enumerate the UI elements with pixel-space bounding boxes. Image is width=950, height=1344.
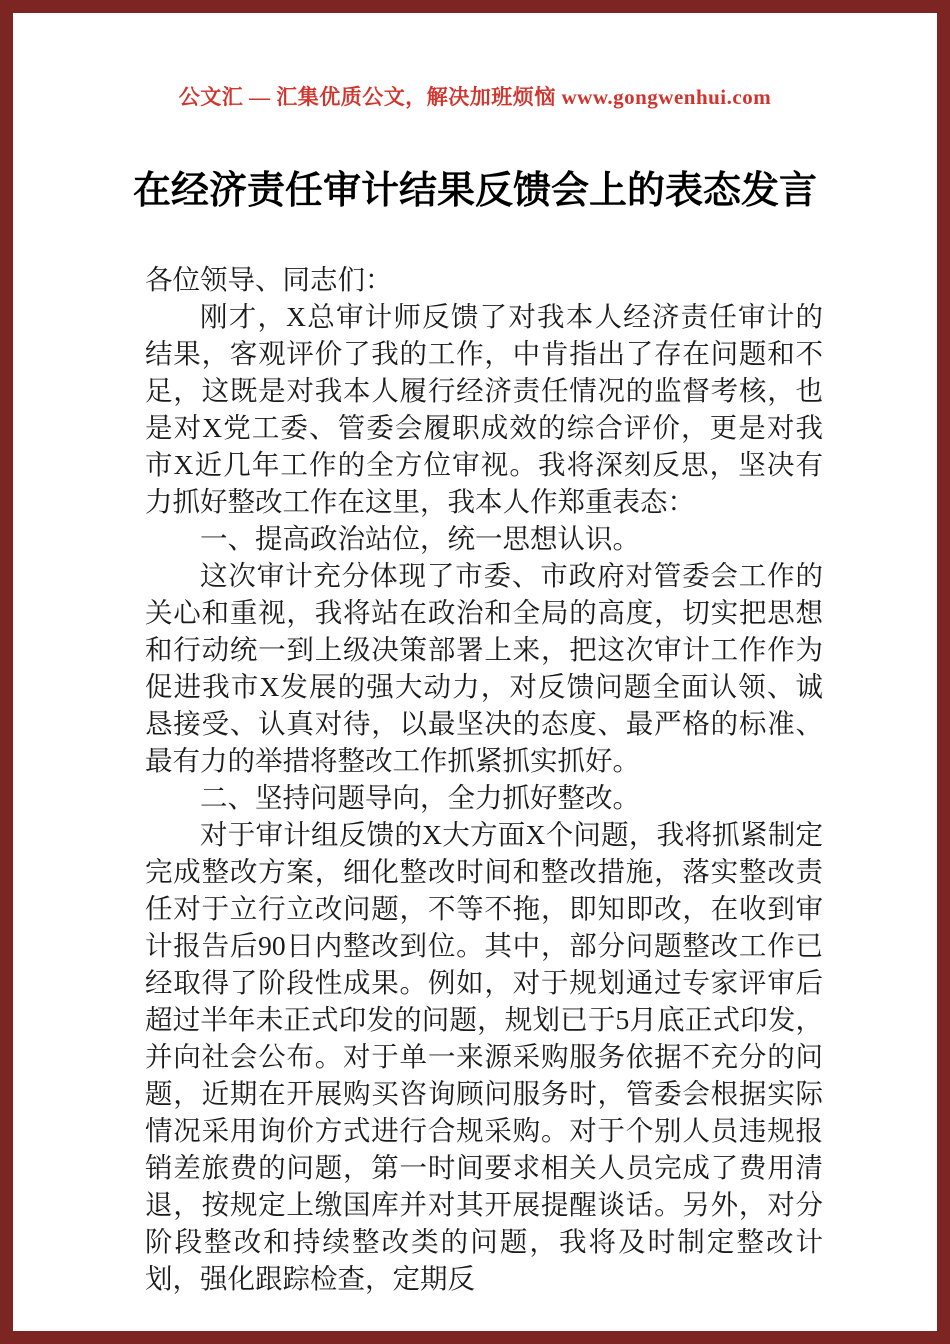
paragraph-section-2: 对于审计组反馈的X大方面X个问题，我将抓紧制定完成整改方案，细化整改时间和整改措施，落实整改责任对于立行立改问题，不等不拖，即知即改，在收到审计报告后90日内整改到位。其中，部分问题整改工作已经取得了阶段性成果。例如，对于规划通过专家评审后超过半年未正式印发的问题，规划已于5月底正式印发，并向社会公布。对于单一来源采购服务依据不充分的问题，近期在开展购买咨询顾问服务时，管委会根据实际情况采用询价方式进行合规采购。对于个别人员违规报销差旅费的问题，第一时间要求相关人员完成了费用清退，按规定上缴国库并对其开展提醒谈话。另外，对分阶段整改和持续整改类的问题，我将及时制定整改计划，强化跟踪检查，定期反	[145, 818, 823, 1294]
document-page	[13, 13, 937, 1331]
paragraph-intro: 刚才，X总审计师反馈了对我本人经济责任审计的结果，客观评价了我的工作，中肯指出了存在问题和不足，这既是对我本人履行经济责任情况的监督考核，也是对X党工委、管委会履职成效的综合评价，更是对我市X近几年工作的全方位审视。我将深刻反思，坚决有力抓好整改工作在这里，我本人作郑重表态：	[145, 300, 823, 517]
document-body	[145, 261, 823, 1297]
paragraph-section-1: 这次审计充分体现了市委、市政府对管委会工作的关心和重视，我将站在政治和全局的高度，切实把思想和行动统一到上级决策部署上来，把这次审计工作作为促进我市X发展的强大动力，对反馈问题全面认领、诚恳接受、认真对待，以最坚决的态度、最严格的标准、最有力的举措将整改工作抓紧抓实抓好。	[145, 559, 823, 776]
site-banner: 公文汇 — 汇集优质公文，解决加班烦恼 www.gongwenhui.com	[178, 85, 772, 109]
section-heading-1: 一、提高政治站位，统一思想认识。	[200, 522, 640, 554]
section-heading-2: 二、坚持问题导向，全力抓好整改。	[200, 781, 640, 813]
document-title: 在经济责任审计结果反馈会上的表态发言	[132, 170, 817, 212]
paragraph-salutation: 各位领导、同志们：	[145, 263, 393, 295]
